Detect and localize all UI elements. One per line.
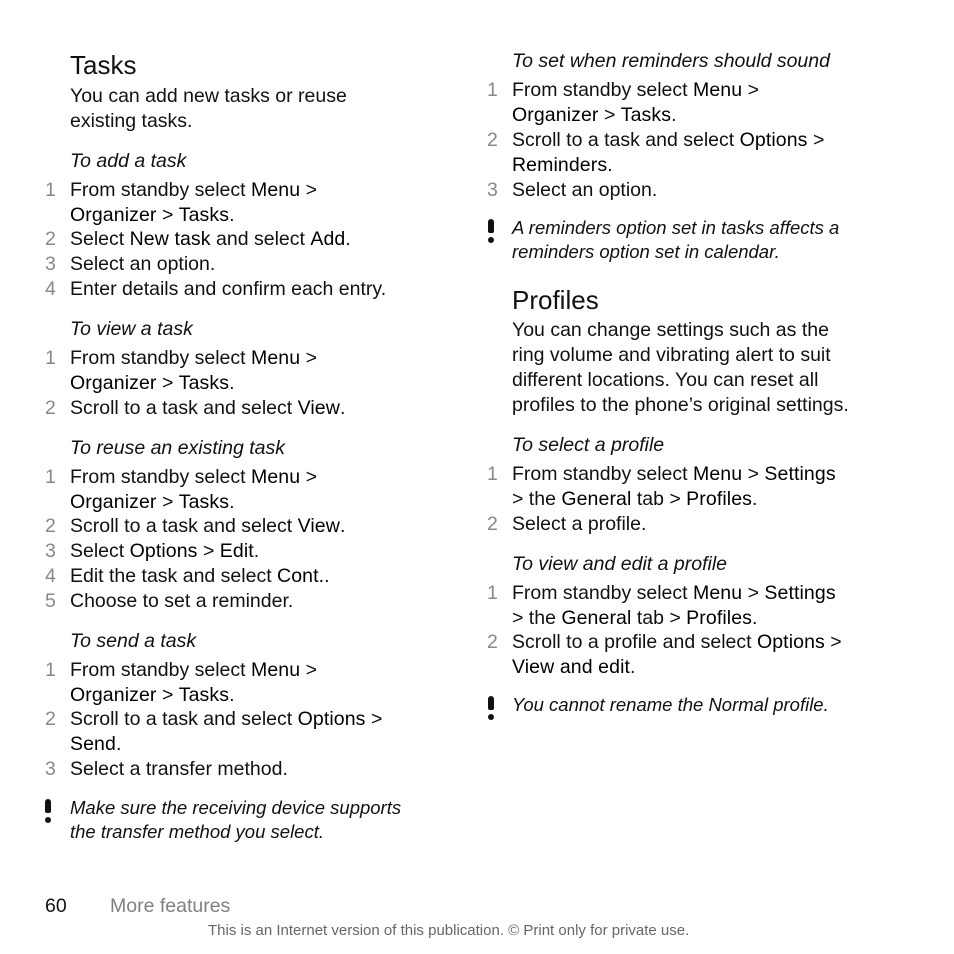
copyright-notice: This is an Internet version of this publication. © Print only for private use. <box>208 922 690 939</box>
step-number: 3 <box>45 758 56 780</box>
reminders-note-line-1: A reminders option set in tasks affects a <box>512 217 840 238</box>
exclamation-icon <box>44 799 52 825</box>
reminders-heading: To set when reminders should sound <box>512 50 830 72</box>
step-number: 3 <box>45 540 56 562</box>
reuse-step-3: Select Options > Edit. <box>70 540 260 562</box>
send-step-1-line-1: From standby select Menu > <box>70 659 317 681</box>
profiles-title: Profiles <box>512 285 599 315</box>
send-note-line-1: Make sure the receiving device supports <box>70 797 402 818</box>
select-step-2: Select a profile. <box>512 513 647 535</box>
step-number: 1 <box>487 79 498 101</box>
step-number: 2 <box>45 708 56 730</box>
add-step-3: Select an option. <box>70 253 216 275</box>
reminders-note-line-2: reminders option set in calendar. <box>512 241 780 262</box>
select-step-1-line-2: > the General tab > Profiles. <box>512 488 758 510</box>
view-task-heading: To view a task <box>70 318 193 340</box>
view-step-1-line-1: From standby select Menu > <box>70 347 317 369</box>
tasks-title: Tasks <box>70 50 137 80</box>
step-number: 2 <box>45 228 56 250</box>
step-number: 2 <box>487 631 498 653</box>
add-step-1-line-2: Organizer > Tasks. <box>70 204 235 226</box>
send-step-2-line-2: Send. <box>70 733 122 755</box>
view-step-1-line-2: Organizer > Tasks. <box>70 372 235 394</box>
reminders-step-3: Select an option. <box>512 179 658 201</box>
reuse-step-2: Scroll to a task and select View. <box>70 515 346 537</box>
step-number: 2 <box>45 515 56 537</box>
step-number: 1 <box>45 179 56 201</box>
step-number: 2 <box>487 513 498 535</box>
tasks-intro-line-1: You can add new tasks or reuse <box>70 85 347 107</box>
reuse-step-1-line-1: From standby select Menu > <box>70 466 317 488</box>
step-number: 1 <box>45 466 56 488</box>
step-number: 1 <box>487 463 498 485</box>
profile-note: You cannot rename the Normal profile. <box>512 694 829 715</box>
exclamation-icon <box>487 696 495 722</box>
reuse-step-1-line-2: Organizer > Tasks. <box>70 491 235 513</box>
profiles-intro-line-4: profiles to the phone’s original settings. <box>512 394 849 416</box>
add-step-1-line-1: From standby select Menu > <box>70 179 317 201</box>
tasks-intro-line-2: existing tasks. <box>70 110 193 132</box>
profiles-intro-line-3: different locations. You can reset all <box>512 369 819 391</box>
step-number: 5 <box>45 590 56 612</box>
reuse-step-5: Choose to set a reminder. <box>70 590 294 612</box>
reuse-step-4: Edit the task and select Cont.. <box>70 565 330 587</box>
reminders-step-2-line-1: Scroll to a task and select Options > <box>512 129 825 151</box>
reminders-step-1-line-2: Organizer > Tasks. <box>512 104 677 126</box>
profiles-intro-line-1: You can change settings such as the <box>512 319 829 341</box>
step-number: 1 <box>487 582 498 604</box>
step-number: 1 <box>45 659 56 681</box>
step-number: 4 <box>45 565 56 587</box>
add-step-4: Enter details and confirm each entry. <box>70 278 387 300</box>
send-step-2-line-1: Scroll to a task and select Options > <box>70 708 383 730</box>
edit-profile-heading: To view and edit a profile <box>512 553 727 575</box>
page-number: 60 <box>45 895 67 917</box>
select-step-1-line-1: From standby select Menu > Settings <box>512 463 836 485</box>
reuse-task-heading: To reuse an existing task <box>70 437 285 459</box>
exclamation-icon <box>487 219 495 245</box>
step-number: 3 <box>45 253 56 275</box>
add-task-heading: To add a task <box>70 150 187 172</box>
profiles-intro-line-2: ring volume and vibrating alert to suit <box>512 344 831 366</box>
edit-step-1-line-1: From standby select Menu > Settings <box>512 582 836 604</box>
reminders-step-2-line-2: Reminders. <box>512 154 613 176</box>
edit-step-1-line-2: > the General tab > Profiles. <box>512 607 758 629</box>
send-note-line-2: the transfer method you select. <box>70 821 324 842</box>
send-step-3: Select a transfer method. <box>70 758 288 780</box>
step-number: 2 <box>45 397 56 419</box>
section-name: More features <box>110 895 231 917</box>
step-number: 1 <box>45 347 56 369</box>
view-step-2: Scroll to a task and select View. <box>70 397 346 419</box>
step-number: 4 <box>45 278 56 300</box>
edit-step-2-line-2: View and edit. <box>512 656 636 678</box>
send-step-1-line-2: Organizer > Tasks. <box>70 684 235 706</box>
add-step-2: Select New task and select Add. <box>70 228 351 250</box>
reminders-step-1-line-1: From standby select Menu > <box>512 79 759 101</box>
select-profile-heading: To select a profile <box>512 434 665 456</box>
step-number: 3 <box>487 179 498 201</box>
step-number: 2 <box>487 129 498 151</box>
edit-step-2-line-1: Scroll to a profile and select Options > <box>512 631 842 653</box>
send-task-heading: To send a task <box>70 630 197 652</box>
